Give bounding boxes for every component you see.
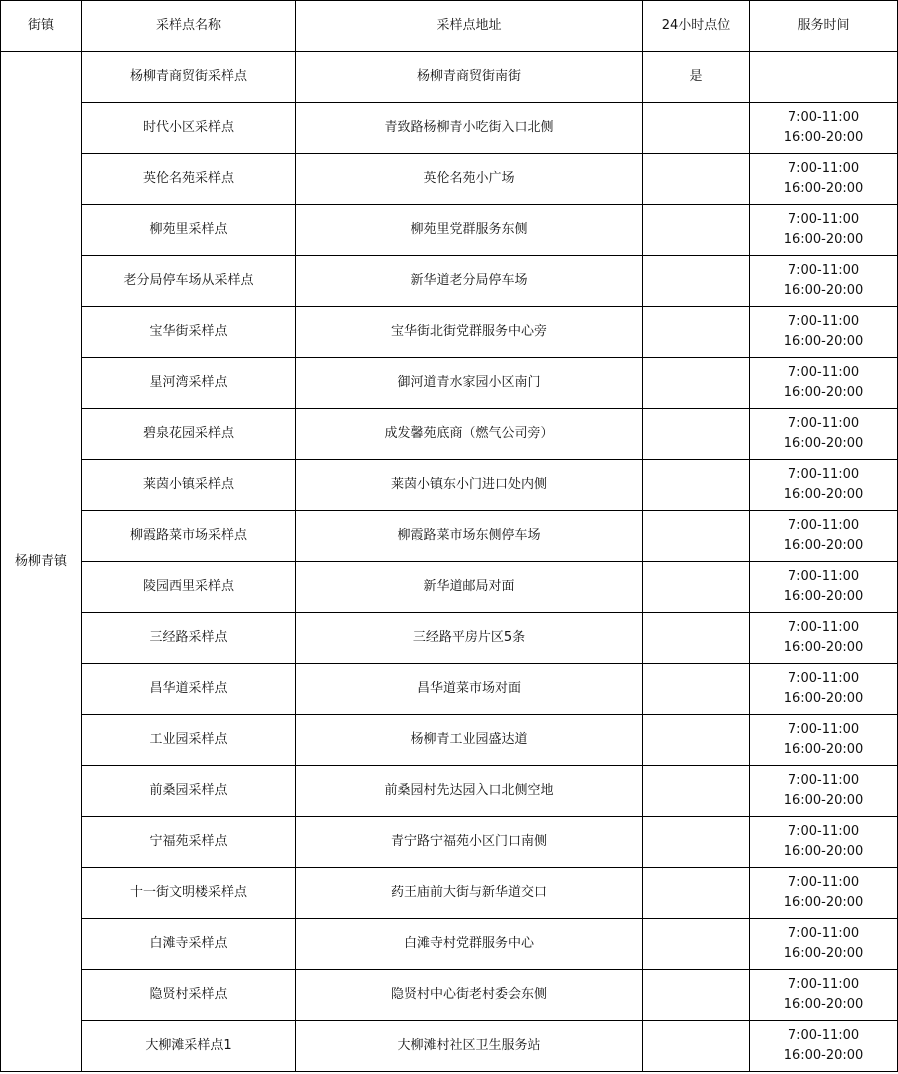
service-time-afternoon: 16:00-20:00 (783, 691, 864, 706)
service-time-cell (750, 766, 898, 817)
service-time-morning: 7:00-11:00 (787, 110, 860, 125)
service-time-morning: 7:00-11:00 (787, 977, 860, 992)
site-name-cell: 英伦名苑采样点 (82, 154, 296, 205)
service-time-cell (750, 205, 898, 256)
h24-cell (643, 562, 750, 613)
service-time-morning: 7:00-11:00 (787, 161, 860, 176)
service-time-morning: 7:00-11:00 (787, 212, 860, 227)
header-24h: 24小时点位 (643, 1, 750, 52)
site-name-cell: 老分局停车场从采样点 (82, 256, 296, 307)
service-time-afternoon: 16:00-20:00 (783, 130, 864, 145)
service-time-cell (750, 868, 898, 919)
h24-cell (643, 715, 750, 766)
h24-cell (643, 613, 750, 664)
site-address-cell: 昌华道菜市场对面 (296, 664, 643, 715)
service-time-afternoon: 16:00-20:00 (783, 181, 864, 196)
header-site-name: 采样点名称 (82, 1, 296, 52)
service-time-afternoon: 16:00-20:00 (783, 997, 864, 1012)
site-name-cell: 隐贤村采样点 (82, 970, 296, 1021)
header-site-address: 采样点地址 (296, 1, 643, 52)
table-row (1, 409, 898, 460)
h24-cell (643, 307, 750, 358)
table-row (1, 970, 898, 1021)
service-time-morning: 7:00-11:00 (787, 671, 860, 686)
h24-cell (643, 460, 750, 511)
service-time-cell (750, 511, 898, 562)
service-time-morning: 7:00-11:00 (787, 824, 860, 839)
service-time-afternoon: 16:00-20:00 (783, 793, 864, 808)
header-service-time: 服务时间 (750, 1, 898, 52)
service-time-afternoon: 16:00-20:00 (783, 844, 864, 859)
h24-cell (643, 205, 750, 256)
service-time-cell (750, 52, 898, 103)
table-row (1, 307, 898, 358)
site-address-cell: 莱茵小镇东小门进口处内侧 (296, 460, 643, 511)
service-time-afternoon: 16:00-20:00 (783, 283, 864, 298)
h24-cell (643, 817, 750, 868)
service-time-cell (750, 154, 898, 205)
site-address-cell: 英伦名苑小广场 (296, 154, 643, 205)
site-address-cell: 宝华街北街党群服务中心旁 (296, 307, 643, 358)
header-row (1, 1, 898, 52)
h24-cell (643, 970, 750, 1021)
h24-cell (643, 868, 750, 919)
site-name-cell: 杨柳青商贸街采样点 (82, 52, 296, 103)
table-row (1, 52, 898, 103)
service-time-cell (750, 358, 898, 409)
service-time-morning: 7:00-11:00 (787, 365, 860, 380)
service-time-cell (750, 664, 898, 715)
h24-cell (643, 511, 750, 562)
table-row (1, 358, 898, 409)
service-time-cell (750, 970, 898, 1021)
service-time-afternoon: 16:00-20:00 (783, 538, 864, 553)
site-name-cell: 陵园西里采样点 (82, 562, 296, 613)
table-body (1, 52, 898, 1072)
service-time-afternoon: 16:00-20:00 (783, 487, 864, 502)
site-address-cell: 新华道老分局停车场 (296, 256, 643, 307)
table-row (1, 919, 898, 970)
site-name-cell: 工业园采样点 (82, 715, 296, 766)
site-name-cell: 柳霞路菜市场采样点 (82, 511, 296, 562)
service-time-morning: 7:00-11:00 (787, 467, 860, 482)
h24-cell (643, 919, 750, 970)
table-row (1, 562, 898, 613)
site-address-cell: 青宁路宁福苑小区门口南侧 (296, 817, 643, 868)
h24-cell (643, 1021, 750, 1072)
site-address-cell: 柳霞路菜市场东侧停车场 (296, 511, 643, 562)
service-time-cell (750, 562, 898, 613)
table-row (1, 256, 898, 307)
table-row (1, 868, 898, 919)
service-time-afternoon: 16:00-20:00 (783, 334, 864, 349)
table-row (1, 154, 898, 205)
service-time-morning: 7:00-11:00 (787, 569, 860, 584)
table-row (1, 766, 898, 817)
service-time-cell (750, 715, 898, 766)
service-time-afternoon: 16:00-20:00 (783, 1048, 864, 1063)
service-time-cell (750, 409, 898, 460)
service-time-afternoon: 16:00-20:00 (783, 742, 864, 757)
table-row (1, 664, 898, 715)
site-address-cell: 隐贤村中心街老村委会东侧 (296, 970, 643, 1021)
service-time-cell (750, 817, 898, 868)
service-time-morning: 7:00-11:00 (787, 263, 860, 278)
site-address-cell: 药王庙前大街与新华道交口 (296, 868, 643, 919)
service-time-cell (750, 1021, 898, 1072)
h24-cell (643, 256, 750, 307)
service-time-afternoon: 16:00-20:00 (783, 946, 864, 961)
site-address-cell: 白滩寺村党群服务中心 (296, 919, 643, 970)
site-name-cell: 昌华道采样点 (82, 664, 296, 715)
service-time-morning: 7:00-11:00 (787, 926, 860, 941)
site-name-cell: 星河湾采样点 (82, 358, 296, 409)
site-address-cell: 杨柳青商贸街南街 (296, 52, 643, 103)
h24-cell (643, 154, 750, 205)
header-town: 街镇 (1, 1, 82, 52)
site-name-cell: 时代小区采样点 (82, 103, 296, 154)
service-time-morning: 7:00-11:00 (787, 314, 860, 329)
site-address-cell: 大柳滩村社区卫生服务站 (296, 1021, 643, 1072)
table-row (1, 460, 898, 511)
site-name-cell: 十一街文明楼采样点 (82, 868, 296, 919)
service-time-morning: 7:00-11:00 (787, 1028, 860, 1043)
site-address-cell: 三经路平房片区5条 (296, 613, 643, 664)
service-time-cell (750, 307, 898, 358)
site-name-cell: 宁福苑采样点 (82, 817, 296, 868)
h24-cell (643, 103, 750, 154)
service-time-cell (750, 919, 898, 970)
service-time-morning: 7:00-11:00 (787, 722, 860, 737)
service-time-afternoon: 16:00-20:00 (783, 589, 864, 604)
table-row (1, 511, 898, 562)
service-time-afternoon: 16:00-20:00 (783, 436, 864, 451)
h24-cell (643, 409, 750, 460)
site-address-cell: 成发馨苑底商（燃气公司旁） (296, 409, 643, 460)
table-row (1, 613, 898, 664)
service-time-cell (750, 256, 898, 307)
service-time-afternoon: 16:00-20:00 (783, 232, 864, 247)
service-time-afternoon: 16:00-20:00 (783, 640, 864, 655)
h24-cell (643, 664, 750, 715)
site-address-cell: 青致路杨柳青小吃街入口北侧 (296, 103, 643, 154)
table-row (1, 205, 898, 256)
h24-cell (643, 766, 750, 817)
service-time-cell (750, 103, 898, 154)
site-name-cell: 前桑园采样点 (82, 766, 296, 817)
service-time-morning: 7:00-11:00 (787, 416, 860, 431)
service-time-afternoon: 16:00-20:00 (783, 385, 864, 400)
site-address-cell: 柳苑里党群服务东侧 (296, 205, 643, 256)
site-name-cell: 碧泉花园采样点 (82, 409, 296, 460)
site-address-cell: 杨柳青工业园盛达道 (296, 715, 643, 766)
table-row (1, 103, 898, 154)
service-time-cell (750, 460, 898, 511)
site-address-cell: 御河道青水家园小区南门 (296, 358, 643, 409)
site-name-cell: 大柳滩采样点1 (82, 1021, 296, 1072)
site-name-cell: 白滩寺采样点 (82, 919, 296, 970)
h24-cell: 是 (643, 52, 750, 103)
table-row (1, 715, 898, 766)
service-time-afternoon: 16:00-20:00 (783, 895, 864, 910)
service-time-cell (750, 613, 898, 664)
site-address-cell: 前桑园村先达园入口北侧空地 (296, 766, 643, 817)
site-name-cell: 三经路采样点 (82, 613, 296, 664)
service-time-morning: 7:00-11:00 (787, 518, 860, 533)
service-time-morning: 7:00-11:00 (787, 773, 860, 788)
service-time-morning: 7:00-11:00 (787, 620, 860, 635)
service-time-morning: 7:00-11:00 (787, 875, 860, 890)
table-row (1, 1021, 898, 1072)
town-cell: 杨柳青镇 (1, 52, 82, 1072)
site-name-cell: 宝华街采样点 (82, 307, 296, 358)
h24-cell (643, 358, 750, 409)
table-row (1, 817, 898, 868)
site-name-cell: 莱茵小镇采样点 (82, 460, 296, 511)
site-address-cell: 新华道邮局对面 (296, 562, 643, 613)
site-name-cell: 柳苑里采样点 (82, 205, 296, 256)
